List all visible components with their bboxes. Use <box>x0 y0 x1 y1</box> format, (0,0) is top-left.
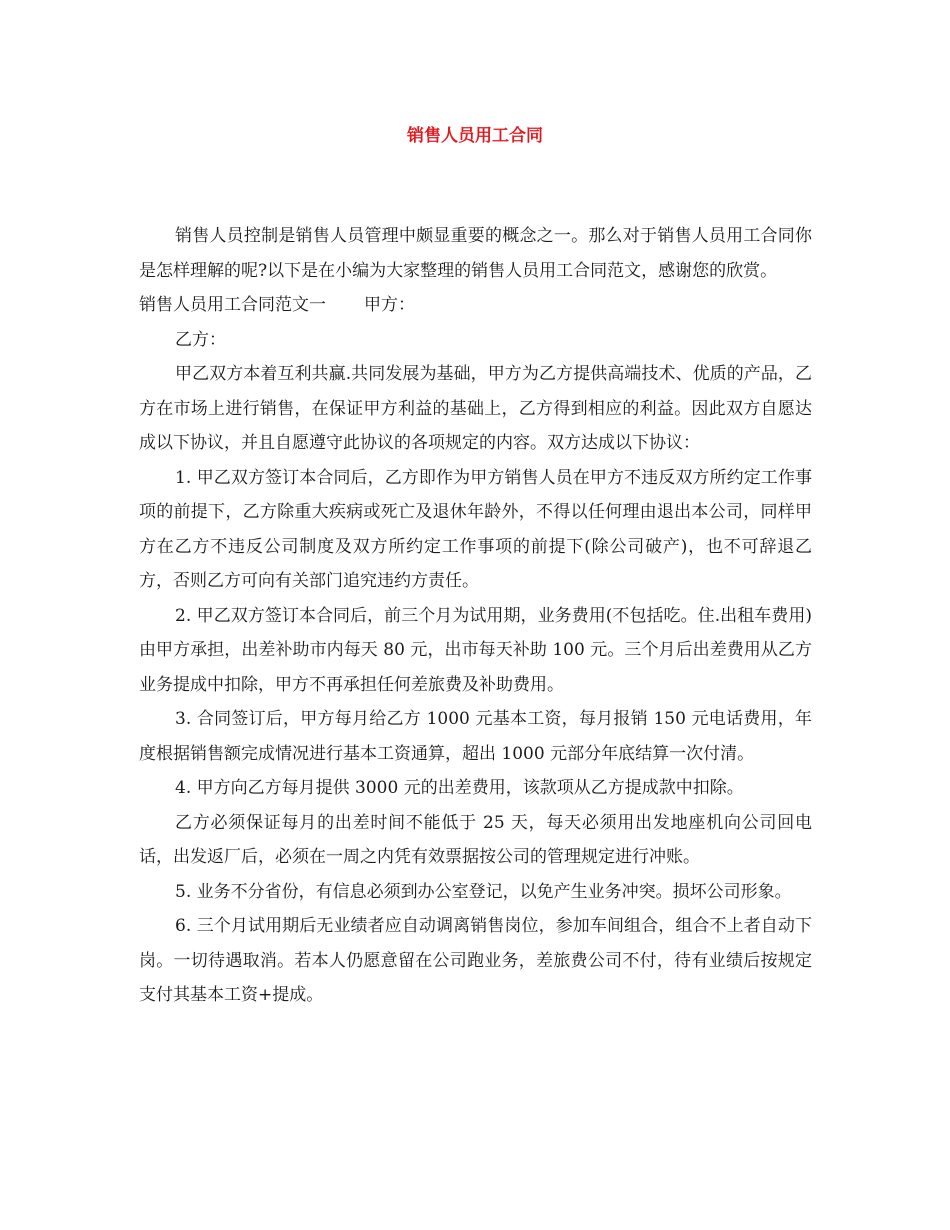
sample-heading: 销售人员用工合同范文一 <box>139 295 326 315</box>
clause-paragraph: 6. 三个月试用期后无业绩者应自动调离销售岗位，参加车间组合，组合不上者自动下岗。一切待遇取消。若本人仍愿意留在公司跑业务，差旅费公司不付，待有业绩后按规定支付其基本工资+提成。 <box>139 916 812 1005</box>
clause-paragraph: 3. 合同签订后，甲方每月给乙方 1000 元基本工资，每月报销 150 元电话费用，年度根据销售额完成情况进行基本工资通算，超出 1000 元部分年底结算一次付清。 <box>139 709 812 764</box>
document-title: 销售人员用工合同 <box>407 126 543 146</box>
clause-paragraph: 4. 甲方向乙方每月提供 3000 元的出差费用，该款项从乙方提成款中扣除。 <box>175 778 744 798</box>
clause-paragraph: 2. 甲乙双方签订本合同后，前三个月为试用期，业务费用(不包括吃。住.出租车费用)由甲方承担，出差补助市内每天 80 元，出市每天补助 100 元。三个月后出差费用从乙方业务提成中扣除，甲方不再承担任何差旅费及补助费用。 <box>139 605 812 695</box>
clause-paragraph: 乙方必须保证每月的出差时间不能低于 25 天，每天必须用出发地座机向公司回电话，出发返厂后，必须在一周之内凭有效票据按公司的管理规定进行冲账。 <box>139 812 812 867</box>
clause-paragraph: 5. 业务不分省份，有信息必须到办公室登记，以免产生业务冲突。损坏公司形象。 <box>175 881 792 902</box>
intro-paragraph: 销售人员控制是销售人员管理中颇显重要的概念之一。那么对于销售人员用工合同你是怎样理解的呢?以下是在小编为大家整理的销售人员用工合同范文，感谢您的欣赏。 <box>139 226 812 281</box>
preamble-paragraph: 甲乙双方本着互利共赢.共同发展为基础，甲方为乙方提供高端技术、优质的产品，乙方在市场上进行销售，在保证甲方利益的基础上，乙方得到相应的利益。因此双方自愿达成以下协议，并且自愿遵守此协议的各项规定的内容。双方达成以下协议： <box>139 364 812 453</box>
clause-paragraph: 1. 甲乙双方签订本合同后，乙方即作为甲方销售人员在甲方不违反双方所约定工作事项的前提下，乙方除重大疾病或死亡及退休年龄外，不得以任何理由退出本公司，同样甲方在乙方不违反公司制度及双方所约定工作事项的前提下(除公司破产)，也不可辞退乙方，否则乙方可向有关部门追究违约方责任。 <box>139 467 812 591</box>
sample-heading-line <box>139 288 812 323</box>
party-b-label: 乙方： <box>175 329 226 350</box>
document-body <box>139 219 812 1013</box>
party-a-label: 甲方： <box>364 295 415 315</box>
